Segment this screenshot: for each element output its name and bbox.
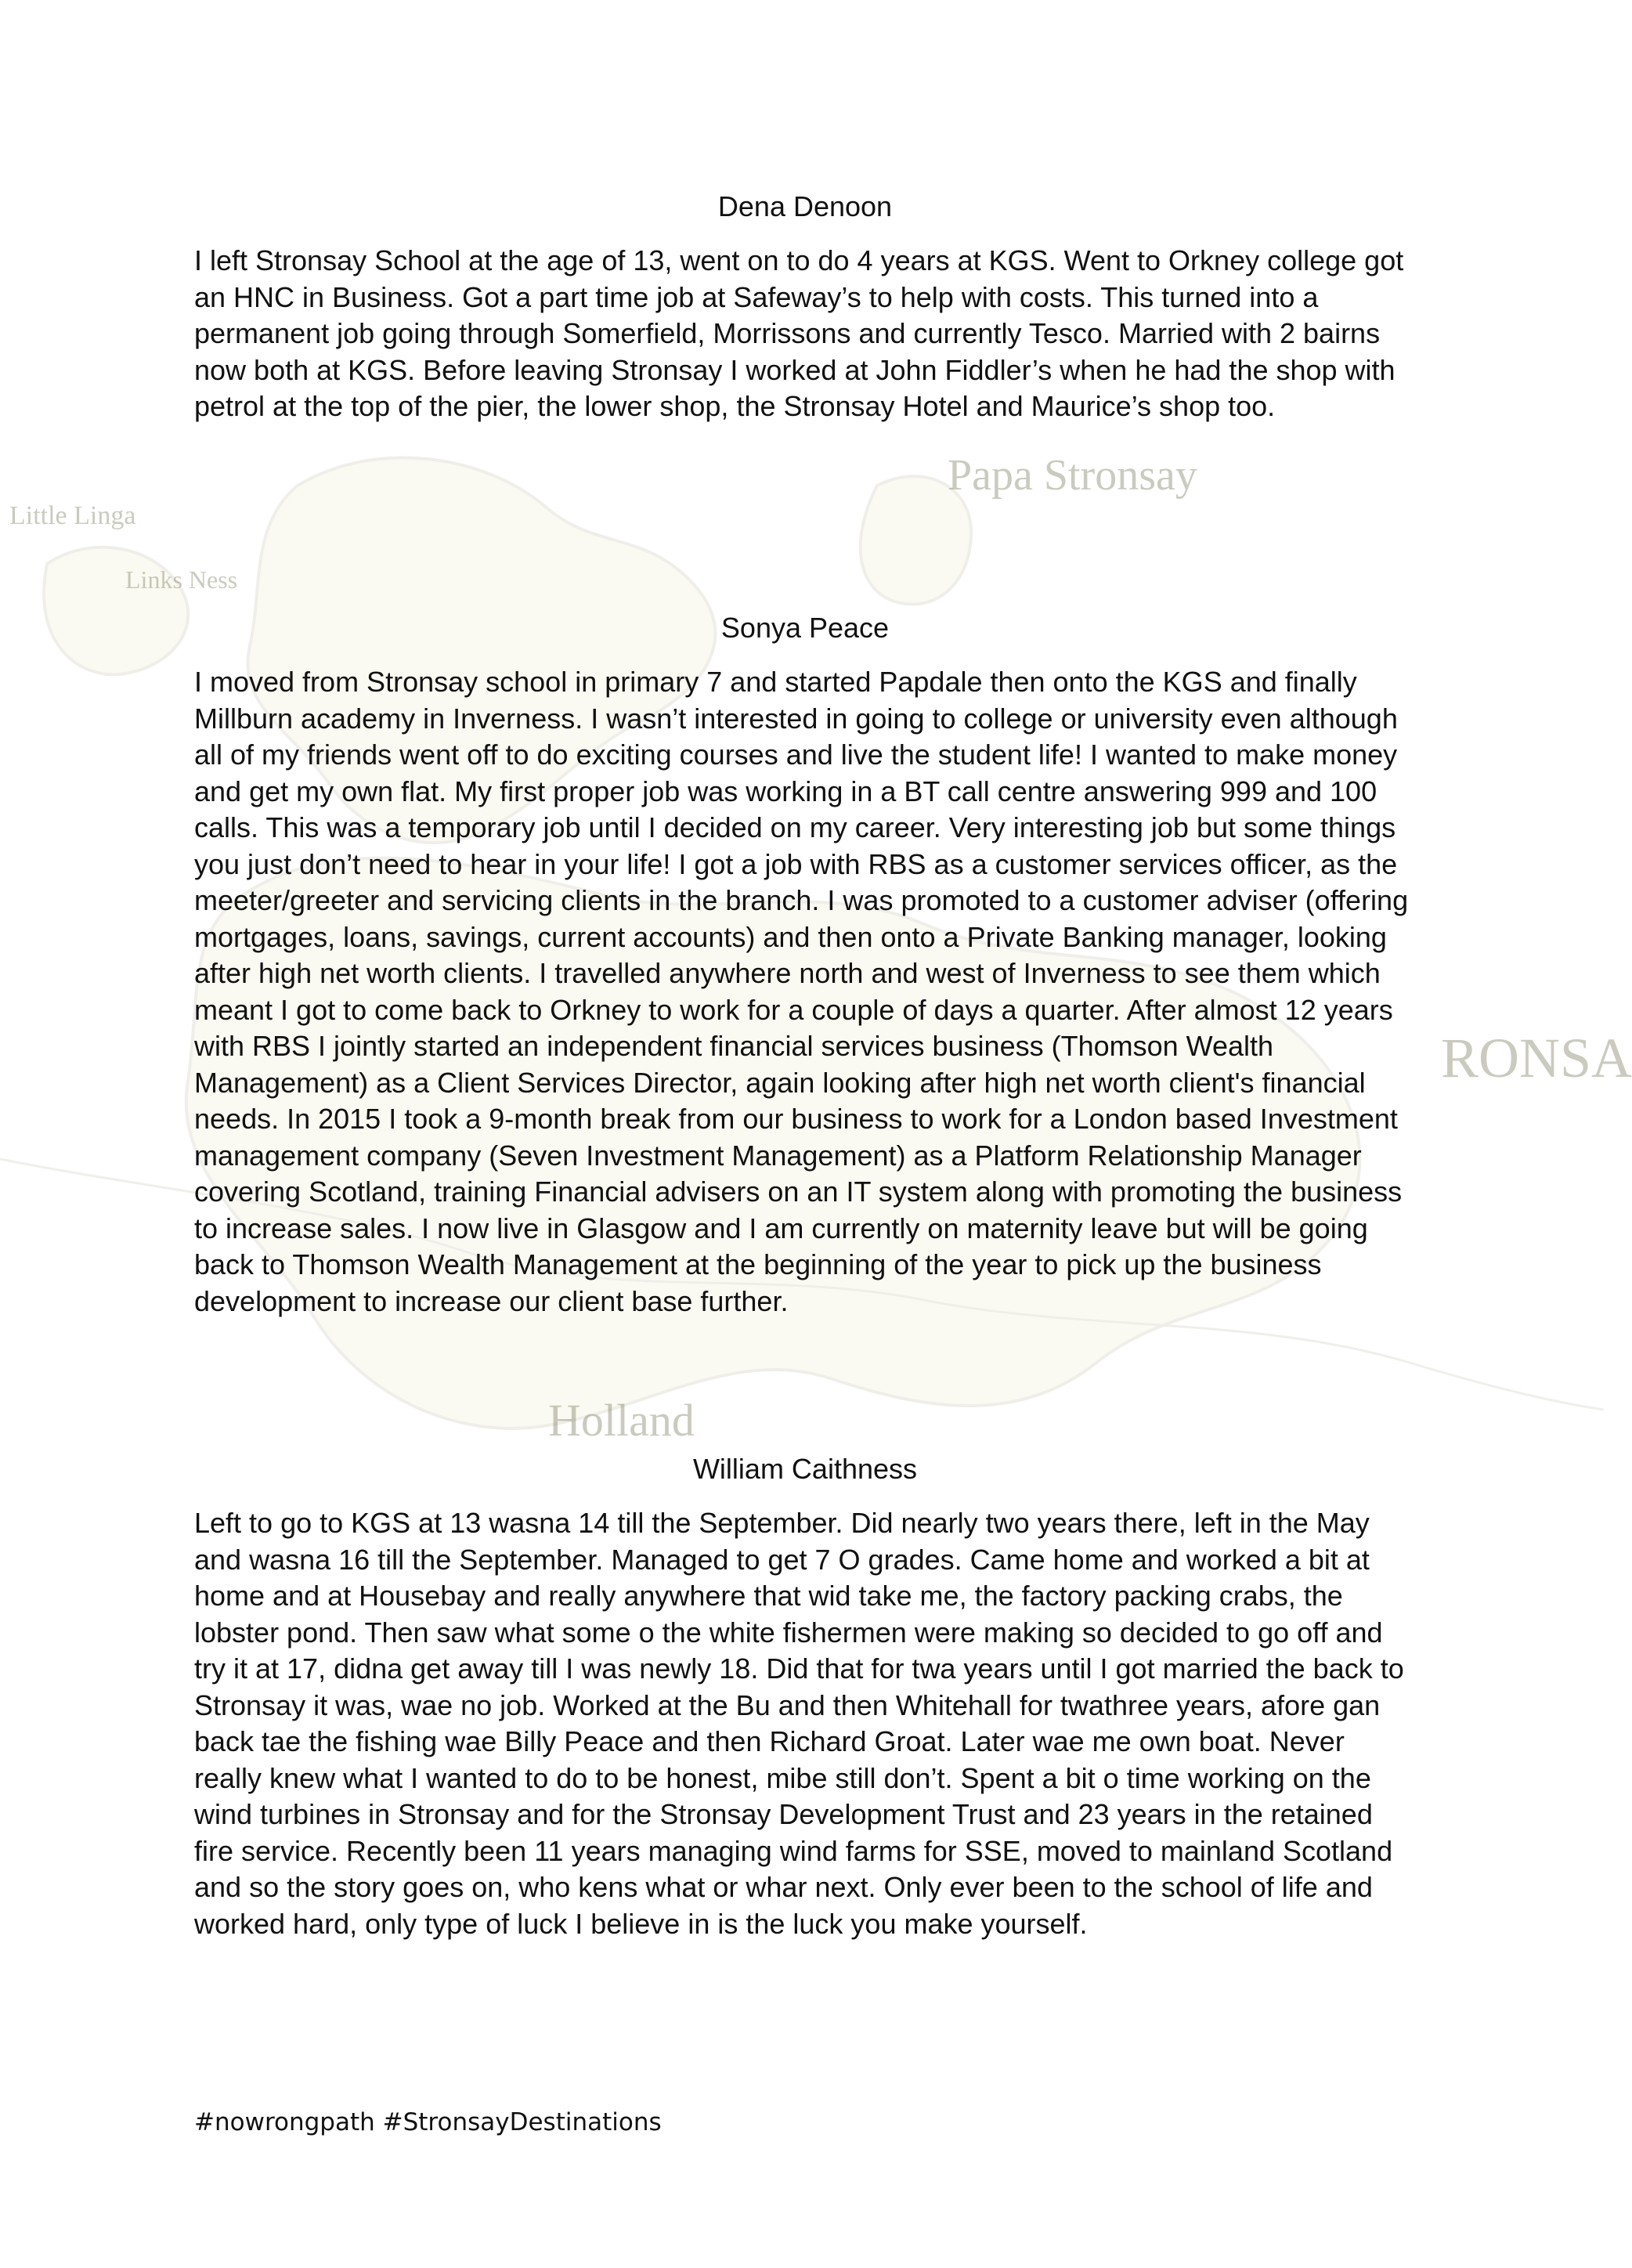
map-label-little-linga: Little Linga [9, 501, 136, 530]
section-body: I left Stronsay School at the age of 13, went on to do 4 years at KGS. Went to Orkney college got an HNC in Business. Got a part time job at Safeway’s to help with costs. This turned into a permanent job going through Somerfield, Morrissons and currently Tesco. Married with 2 bairns now both at KGS. Before leaving Stronsay I worked at John Fiddler’s when he had the shop with petrol at the top of the pier, the lower shop, the Stronsay Hotel and Maurice’s shop too. [194, 244, 1404, 422]
map-label-ronsa: RONSA [1441, 1027, 1632, 1089]
section-title: Sonya Peace [720, 612, 890, 644]
section-title: Dena Denoon [717, 190, 893, 222]
section-title: William Caithness [692, 1453, 918, 1485]
section-body: I moved from Stronsay school in primary 7 and started Papdale then onto the KGS and finally Millburn academy in Inverness. I wasn’t interested in going to college or university even although all of my friends went off to do exciting courses and live the student life! I wanted to make money and get my own flat. My first proper job was working in a BT call centre answering 999 and 100 calls. This was a temporary job until I decided on my career. Very interesting job but some things you just don’t need to hear in your life! I got a job with RBS as a customer services officer, as the meeter/greeter and servicing clients in the branch. I was promoted to a customer adviser (offering mortgages, loans, savings, current accounts) and then onto a Private Banking manager, looking after high net worth clients. I travelled anywhere north and west of Inverness to see them which meant I got to come back to Orkney to work for a couple of days a quarter. After almost 12 years with RBS I jointly started an independent financial services business (Thomson Wealth Management) as a Client Services Director, again looking after high net worth client's financial needs. In 2015 I took a 9-month break from our business to work for a London based Investment management company (Seven Investment Management) as a Platform Relationship Manager covering Scotland, training Financial advisers on an IT system along with promoting the business to increase sales. I now live in Glasgow and I am currently on maternity leave but will be going back to Thomson Wealth Management at the beginning of the year to pick up the business development to increase our client base further. [194, 666, 1409, 1317]
footer-hashtags: #nowrongpath #StronsayDestinations [194, 2108, 662, 2136]
map-label-links-ness: Links Ness [125, 565, 238, 594]
map-label-holland: Holland [548, 1395, 695, 1446]
map-label-papa-stronsay: Papa Stronsay [948, 451, 1197, 500]
profile-section-dena-denoon [194, 188, 1416, 425]
profile-section-sonya-peace [194, 609, 1416, 1320]
section-body: Left to go to KGS at 13 wasna 14 till the September. Did nearly two years there, left in the May and wasna 16 till the September. Managed to get 7 O grades. Came home and worked a bit at home and at Housebay and really anywhere that wid take me, the factory packing crabs, the lobster pond. Then saw what some o the white fishermen were making so decided to go off and try it at 17, didna get away till I was newly 18. Did that for twa years until I got married the back to Stronsay it was, wae no job. Worked at the Bu and then Whitehall for twathree years, afore gan back tae the fishing wae Billy Peace and then Richard Groat. Later wae me own boat. Never really knew what I wanted to do to be honest, mibe still don’t. Spent a bit o time working on the wind turbines in Stronsay and for the Stronsay Development Trust and 23 years in the retained fire service. Recently been 11 years managing wind farms for SSE, moved to mainland Scotland and so the story goes on, who kens what or whar next. Only ever been to the school of life and worked hard, only type of luck I believe in is the luck you make yourself. [194, 1507, 1404, 1940]
profile-section-william-caithness [194, 1450, 1416, 1942]
